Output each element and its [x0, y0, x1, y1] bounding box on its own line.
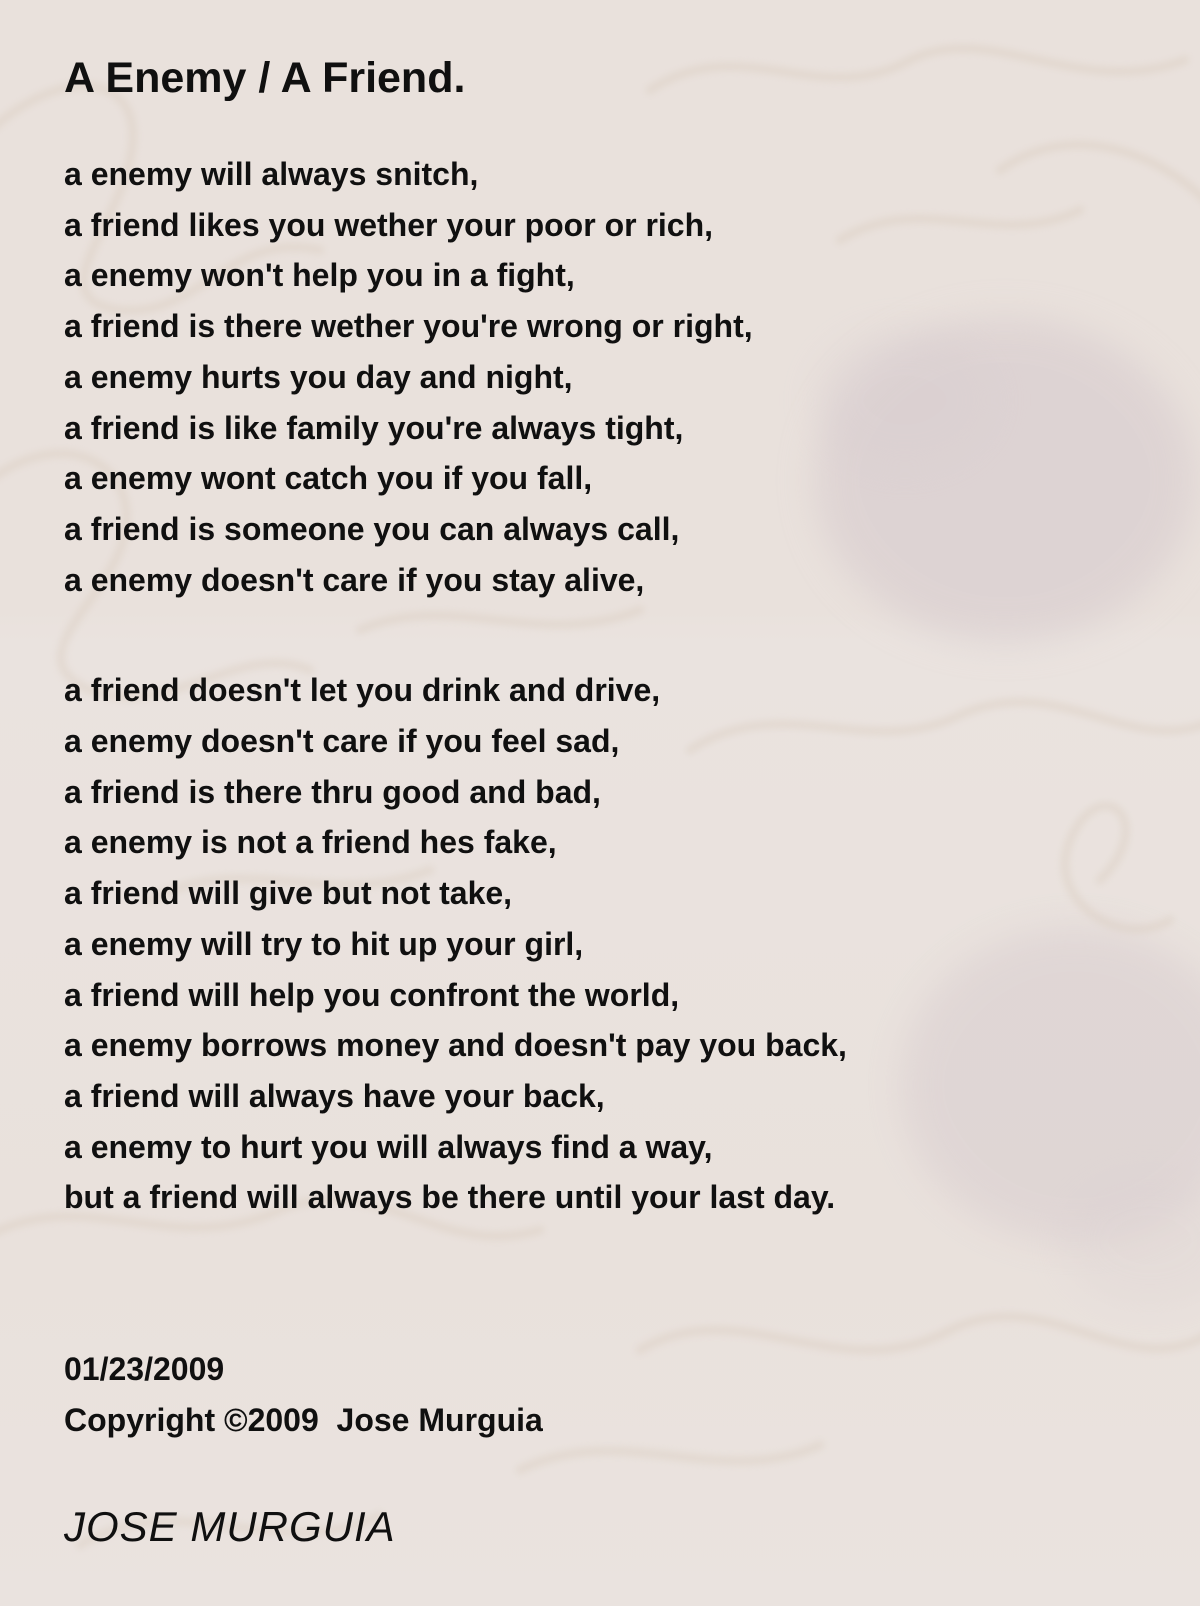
- poem-line: a enemy wont catch you if you fall,: [64, 460, 593, 497]
- poem-line: a enemy doesn't care if you feel sad,: [64, 723, 620, 760]
- poem-line: a friend will help you confront the world,: [64, 976, 680, 1013]
- poem-date: 01/23/2009: [64, 1351, 225, 1388]
- poem-line: a friend will always have your back,: [64, 1077, 605, 1114]
- poem-line: a friend likes you wether your poor or rich,: [64, 206, 714, 243]
- poem-line: a enemy borrows money and doesn't pay you back,: [64, 1027, 847, 1064]
- poem-line: a enemy will try to hit up your girl,: [64, 925, 584, 962]
- poem-footer: [64, 1344, 1160, 1555]
- poem-line: a friend is like family you're always tight,: [64, 409, 684, 446]
- poem-line: a enemy doesn't care if you stay alive,: [64, 561, 645, 598]
- poem-title: A Enemy / A Friend.: [64, 54, 466, 102]
- stanza-1: [64, 149, 1160, 605]
- copyright-line: Copyright ©2009 Jose Murguia: [64, 1401, 543, 1438]
- poem-line: a enemy hurts you day and night,: [64, 358, 573, 395]
- poem-line: a enemy will always snitch,: [64, 156, 479, 192]
- poem-line: a enemy to hurt you will always find a way,: [64, 1128, 713, 1165]
- poem-line: a friend doesn't let you drink and drive,: [64, 672, 661, 709]
- poem-line: a friend is someone you can always call,: [64, 510, 680, 547]
- poem-line: a enemy is not a friend hes fake,: [64, 824, 557, 861]
- author-signature: JOSE MURGUIA: [64, 1503, 396, 1551]
- poem-line: but a friend will always be there until your last day.: [64, 1179, 836, 1216]
- poem-line: a friend is there thru good and bad,: [64, 773, 601, 810]
- poem-line: a friend is there wether you're wrong or right,: [64, 308, 753, 345]
- poem-line: a enemy won't help you in a fight,: [64, 257, 575, 294]
- stanza-2: [64, 665, 1160, 1223]
- poem-line: a friend will give but not take,: [64, 875, 513, 912]
